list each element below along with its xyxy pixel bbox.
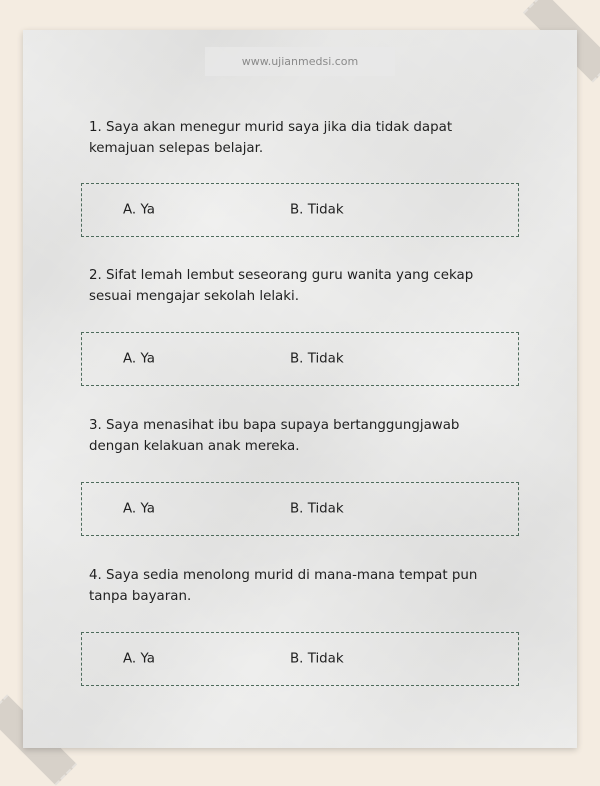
question-1-text: 1. Saya akan menegur murid saya jika dia tidak dapat kemajuan selepas belajar. bbox=[89, 120, 453, 156]
question-1-answers bbox=[81, 183, 519, 237]
option-a-ya[interactable]: A. Ya bbox=[123, 501, 155, 517]
site-url-label: www.ujianmedsi.com bbox=[205, 47, 395, 76]
option-b-tidak[interactable]: B. Tidak bbox=[290, 501, 344, 517]
question-2-text: 2. Sifat lemah lembut seseorang guru wanita yang cekap sesuai mengajar sekolah lelaki. bbox=[89, 268, 474, 304]
option-a-ya[interactable]: A. Ya bbox=[123, 651, 155, 667]
question-2-answers bbox=[81, 332, 519, 386]
option-b-tidak[interactable]: B. Tidak bbox=[290, 351, 344, 367]
option-b-tidak[interactable]: B. Tidak bbox=[290, 651, 344, 667]
option-a-ya[interactable]: A. Ya bbox=[123, 202, 155, 218]
question-4-text: 4. Saya sedia menolong murid di mana-mana tempat pun tanpa bayaran. bbox=[89, 568, 478, 604]
question-3-answers bbox=[81, 482, 519, 536]
question-3-text: 3. Saya menasihat ibu bapa supaya bertanggungjawab dengan kelakuan anak mereka. bbox=[89, 418, 460, 454]
option-b-tidak[interactable]: B. Tidak bbox=[290, 202, 344, 218]
option-a-ya[interactable]: A. Ya bbox=[123, 351, 155, 367]
question-4-answers bbox=[81, 632, 519, 686]
